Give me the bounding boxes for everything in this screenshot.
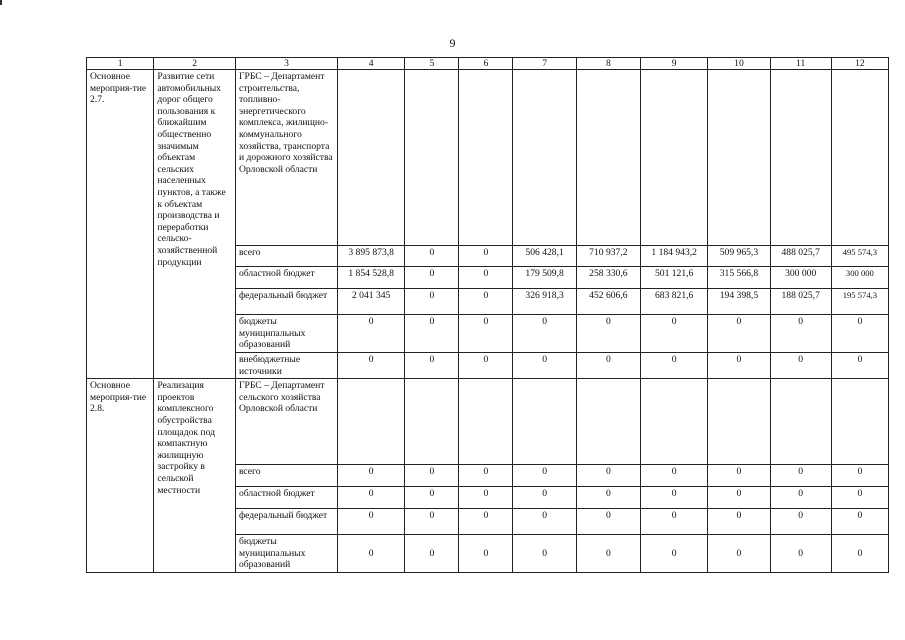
column-header: 12 [831,58,888,70]
value-cell: 326 918,3 [513,289,576,315]
value-cell: 0 [337,315,404,353]
budget-table [86,57,889,573]
value-cell: 1 854 528,8 [337,267,404,289]
value-cell: 0 [831,509,888,535]
value-cell: 0 [405,289,459,315]
value-cell: 0 [405,535,459,573]
value-cell: 0 [641,315,708,353]
value-cell: 710 937,2 [576,246,640,267]
table-row [87,379,889,465]
value-cell: 0 [770,535,831,573]
grbs-cell: ГРБС – Департамент сельского хозяйства Орловской области [235,379,337,465]
row-label: областной бюджет [235,487,337,509]
column-header: 7 [513,58,576,70]
value-cell: 0 [831,353,888,379]
value-cell: 0 [641,487,708,509]
value-cell: 0 [459,509,513,535]
value-cell: 0 [831,315,888,353]
row-label: бюджеты муниципальных образований [235,535,337,573]
value-cell: 452 606,6 [576,289,640,315]
value-cell: 0 [770,509,831,535]
value-cell: 0 [459,535,513,573]
value-cell: 0 [576,509,640,535]
row-label: областной бюджет [235,267,337,289]
value-cell: 0 [576,315,640,353]
value-cell: 258 330,6 [576,267,640,289]
activity-description: Развитие сети автомобильных дорог общего пользования к ближайшим общественно значимым объектам сельских населенных пунктов, а также к объектам производства и переработки сельско-хозяйственной продукции [154,70,236,379]
value-cell: 0 [459,465,513,487]
activity-name: Основное мероприя-тие 2.7. [87,70,154,379]
value-cell: 488 025,7 [770,246,831,267]
value-cell: 0 [337,465,404,487]
value-cell: 0 [459,246,513,267]
value-cell: 0 [337,509,404,535]
row-label: бюджеты муниципальных образований [235,315,337,353]
value-cell: 0 [641,353,708,379]
value-cell: 0 [513,315,576,353]
value-cell: 0 [576,487,640,509]
value-cell: 0 [770,487,831,509]
value-cell: 0 [513,509,576,535]
value-cell: 0 [641,465,708,487]
value-cell: 0 [405,465,459,487]
value-cell: 0 [641,509,708,535]
column-header: 5 [405,58,459,70]
value-cell: 0 [405,353,459,379]
value-cell: 0 [708,315,770,353]
value-cell: 506 428,1 [513,246,576,267]
value-cell: 0 [831,465,888,487]
activity-description: Реализация проектов комплексного обустройства площадок под компактную жилищную застройку в сельской местности [154,379,236,573]
value-cell: 195 574,3 [831,289,888,315]
row-label: федеральный бюджет [235,509,337,535]
value-cell: 1 184 943,2 [641,246,708,267]
value-cell: 0 [831,535,888,573]
value-cell: 0 [459,289,513,315]
column-header: 10 [708,58,770,70]
value-cell: 0 [576,535,640,573]
value-cell: 0 [770,315,831,353]
row-label: федеральный бюджет [235,289,337,315]
value-cell: 495 574,3 [831,246,888,267]
value-cell: 0 [770,353,831,379]
column-number-row [87,58,889,70]
value-cell: 2 041 345 [337,289,404,315]
column-header: 1 [87,58,154,70]
value-cell: 0 [459,487,513,509]
column-header: 6 [459,58,513,70]
value-cell: 0 [459,353,513,379]
value-cell: 501 121,6 [641,267,708,289]
activity-name: Основное мероприя-тие 2.8. [87,379,154,573]
value-cell: 0 [576,353,640,379]
value-cell: 3 895 873,8 [337,246,404,267]
value-cell: 300 000 [831,267,888,289]
table-row [87,70,889,246]
column-header: 8 [576,58,640,70]
value-cell: 0 [708,509,770,535]
value-cell: 0 [405,487,459,509]
value-cell: 0 [459,267,513,289]
corner-mark [0,0,2,5]
value-cell: 179 509,8 [513,267,576,289]
value-cell: 0 [405,246,459,267]
page-number: 9 [449,36,456,50]
grbs-cell: ГРБС – Департамент строительства, топливно-энергетического комплекса, жилищно-коммунального хозяйства, транспорта и дорожного хозяйства Орловской области [235,70,337,246]
value-cell: 0 [708,353,770,379]
value-cell: 0 [513,465,576,487]
value-cell: 0 [708,465,770,487]
value-cell: 315 566,8 [708,267,770,289]
value-cell: 0 [770,465,831,487]
value-cell: 0 [513,353,576,379]
row-label: всего [235,246,337,267]
value-cell: 0 [337,353,404,379]
row-label: всего [235,465,337,487]
value-cell: 188 025,7 [770,289,831,315]
value-cell: 683 821,6 [641,289,708,315]
column-header: 4 [337,58,404,70]
column-header: 2 [154,58,236,70]
value-cell: 0 [337,487,404,509]
value-cell: 0 [337,535,404,573]
value-cell: 300 000 [770,267,831,289]
value-cell: 0 [513,487,576,509]
value-cell: 0 [576,465,640,487]
value-cell: 0 [641,535,708,573]
value-cell: 0 [708,487,770,509]
value-cell: 0 [513,535,576,573]
value-cell: 0 [831,487,888,509]
value-cell: 194 398,5 [708,289,770,315]
value-cell: 0 [459,315,513,353]
value-cell: 0 [708,535,770,573]
value-cell: 0 [405,509,459,535]
value-cell: 509 965,3 [708,246,770,267]
row-label: внебюджетные источники [235,353,337,379]
column-header: 9 [641,58,708,70]
column-header: 3 [235,58,337,70]
value-cell: 0 [405,267,459,289]
value-cell: 0 [405,315,459,353]
column-header: 11 [770,58,831,70]
